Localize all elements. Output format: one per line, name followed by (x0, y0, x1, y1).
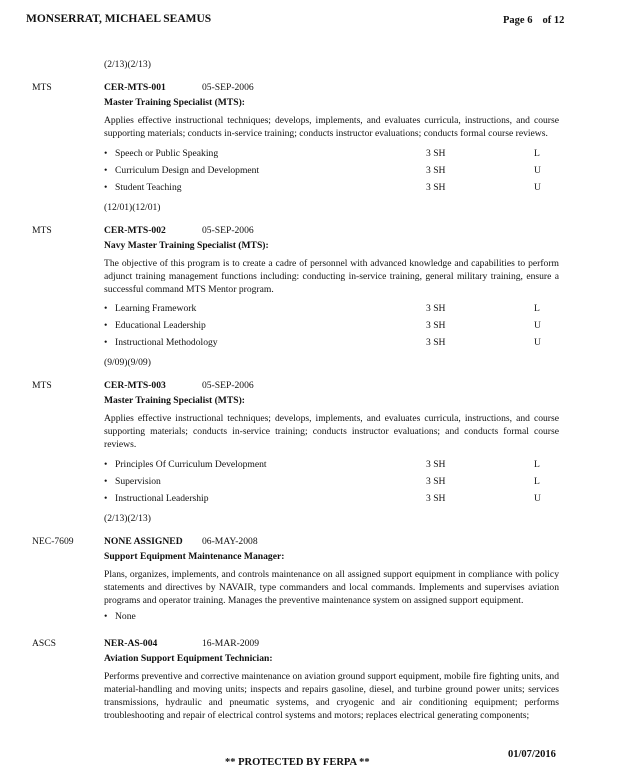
credit-row (104, 148, 638, 165)
course-description: Applies effective instructional techniques; develops, implements, and evaluates curricula, instructions, and course supporting materials; conducts in-service training; conducts instructor evaluations; and conducts formal course reviews. (104, 413, 559, 451)
course-title: Aviation Support Equipment Technician: (104, 652, 273, 664)
credit-subject: Curriculum Design and Development (115, 164, 260, 176)
credit-subject: Supervision (115, 476, 161, 488)
credit-list (104, 148, 638, 199)
credit-row (104, 493, 638, 510)
rating-code: ASCS (32, 637, 56, 649)
course-description: Plans, organizes, implements, and controls maintenance on all assigned support equipment in compliance with policy statements and directives by NAVAIR, type commanders and local commands. Implements and supervises aviation programs and operator training. Manages the preventive maintenance system on assigned support equipment. (104, 569, 559, 606)
bullet-icon: • (104, 337, 108, 349)
course-id: CER-MTS-002 (104, 224, 166, 236)
entry-header (0, 380, 638, 395)
credit-level: L (534, 476, 540, 488)
credit-hours: 3 SH (426, 459, 446, 471)
credit-hours: 3 SH (426, 320, 446, 332)
print-date: 01/07/2016 (508, 749, 556, 760)
credit-hours: 3 SH (426, 181, 446, 193)
credit-subject: Instructional Leadership (115, 493, 209, 505)
course-description: Performs preventive and corrective maintenance on aviation ground support equipment, mobile fire fighting units, and material-handling and moving units; inspects and repairs gasoline, diesel, and turbine ground power units; services transmissions, hydraulic and pneumatic systems, and cryogenic and air conditioning equipment; performs troubleshooting and repair of electrical control systems and motors; replaces electrical generating components; (104, 670, 559, 721)
credit-list (104, 459, 638, 510)
course-date: 05-SEP-2006 (202, 81, 254, 93)
course-date: 06-MAY-2008 (202, 536, 258, 548)
credit-subject: Student Teaching (115, 181, 182, 193)
credit-subject: Educational Leadership (115, 320, 206, 332)
entry-header (0, 82, 638, 97)
credit-level: L (534, 147, 540, 159)
transcript-content (0, 59, 638, 733)
credit-row (104, 182, 638, 199)
ferpa-notice: ** PROTECTED BY FERPA ** (225, 757, 370, 768)
page-total: of 12 (542, 15, 565, 26)
credit-level: U (534, 493, 541, 505)
credit-hours: 3 SH (426, 164, 446, 176)
credit-level: U (534, 164, 541, 176)
credit-level: L (534, 459, 540, 471)
credit-subject: Principles Of Curriculum Development (115, 459, 267, 471)
bullet-icon: • (104, 459, 108, 471)
credit-hours: 3 SH (426, 337, 446, 349)
course-title: Master Training Specialist (MTS): (104, 395, 245, 407)
revision-note: (12/01)(12/01) (104, 201, 161, 213)
bullet-icon: • (104, 303, 108, 315)
course-title: Support Equipment Maintenance Manager: (104, 551, 285, 563)
credit-row (104, 611, 638, 628)
rating-code: MTS (32, 380, 52, 392)
credit-subject: Learning Framework (115, 303, 197, 315)
revision-note: (2/13)(2/13) (104, 513, 151, 525)
transcript-entry (0, 225, 638, 371)
course-description: Applies effective instructional techniques; develops, implements, and evaluates curricula, instructions, and course supporting materials; conducts in-service training; conducts instructor evaluations; conducts formal course reviews. (104, 114, 559, 139)
credit-row (104, 459, 638, 476)
entry-header (0, 536, 638, 551)
course-date: 05-SEP-2006 (202, 224, 254, 236)
bullet-icon: • (104, 493, 108, 505)
credit-level: U (534, 181, 541, 193)
credit-level: U (534, 320, 541, 332)
bullet-icon: • (104, 320, 108, 332)
credit-list (104, 611, 638, 628)
credit-subject: None (115, 610, 136, 622)
credit-list (104, 303, 638, 354)
credit-row (104, 320, 638, 337)
credit-row (104, 303, 638, 320)
credit-row (104, 476, 638, 493)
transcript-entry (0, 82, 638, 215)
entry-header (0, 225, 638, 240)
rating-code: NEC-7609 (32, 536, 74, 548)
credit-subject: Speech or Public Speaking (115, 147, 219, 159)
credit-subject: Instructional Methodology (115, 337, 218, 349)
revision-note: (2/13)(2/13) (104, 59, 151, 70)
bullet-icon: • (104, 610, 108, 622)
page-indicator (503, 14, 564, 28)
student-name: MONSERRAT, MICHAEL SEAMUS (26, 13, 212, 25)
credit-hours: 3 SH (426, 303, 446, 315)
course-id: NER-AS-004 (104, 637, 158, 649)
rating-code: MTS (32, 224, 52, 236)
course-date: 05-SEP-2006 (202, 380, 254, 392)
transcript-entry (0, 536, 638, 628)
revision-note: (9/09)(9/09) (104, 357, 151, 369)
credit-hours: 3 SH (426, 476, 446, 488)
credit-row (104, 337, 638, 354)
credit-hours: 3 SH (426, 493, 446, 505)
transcript-entry (0, 380, 638, 526)
bullet-icon: • (104, 147, 108, 159)
entry-header (0, 638, 638, 653)
bullet-icon: • (104, 181, 108, 193)
bullet-icon: • (104, 476, 108, 488)
transcript-entry (0, 638, 638, 723)
course-id: NONE ASSIGNED (104, 536, 183, 548)
credit-level: L (534, 303, 540, 315)
course-title: Master Training Specialist (MTS): (104, 96, 245, 108)
credit-hours: 3 SH (426, 147, 446, 159)
course-id: CER-MTS-003 (104, 380, 166, 392)
credit-level: U (534, 337, 541, 349)
course-description: The objective of this program is to create a cadre of personnel with advanced knowledge and capabilities to perform adjunct training management functions including: conducting in-service training, general military training, ensure a successful command MTS Mentor program. (104, 257, 559, 295)
rating-code: MTS (32, 81, 52, 93)
page-number: Page 6 (503, 15, 533, 26)
bullet-icon: • (104, 164, 108, 176)
course-date: 16-MAR-2009 (202, 637, 260, 649)
course-title: Navy Master Training Specialist (MTS): (104, 239, 269, 251)
course-id: CER-MTS-001 (104, 81, 166, 93)
credit-row (104, 165, 638, 182)
